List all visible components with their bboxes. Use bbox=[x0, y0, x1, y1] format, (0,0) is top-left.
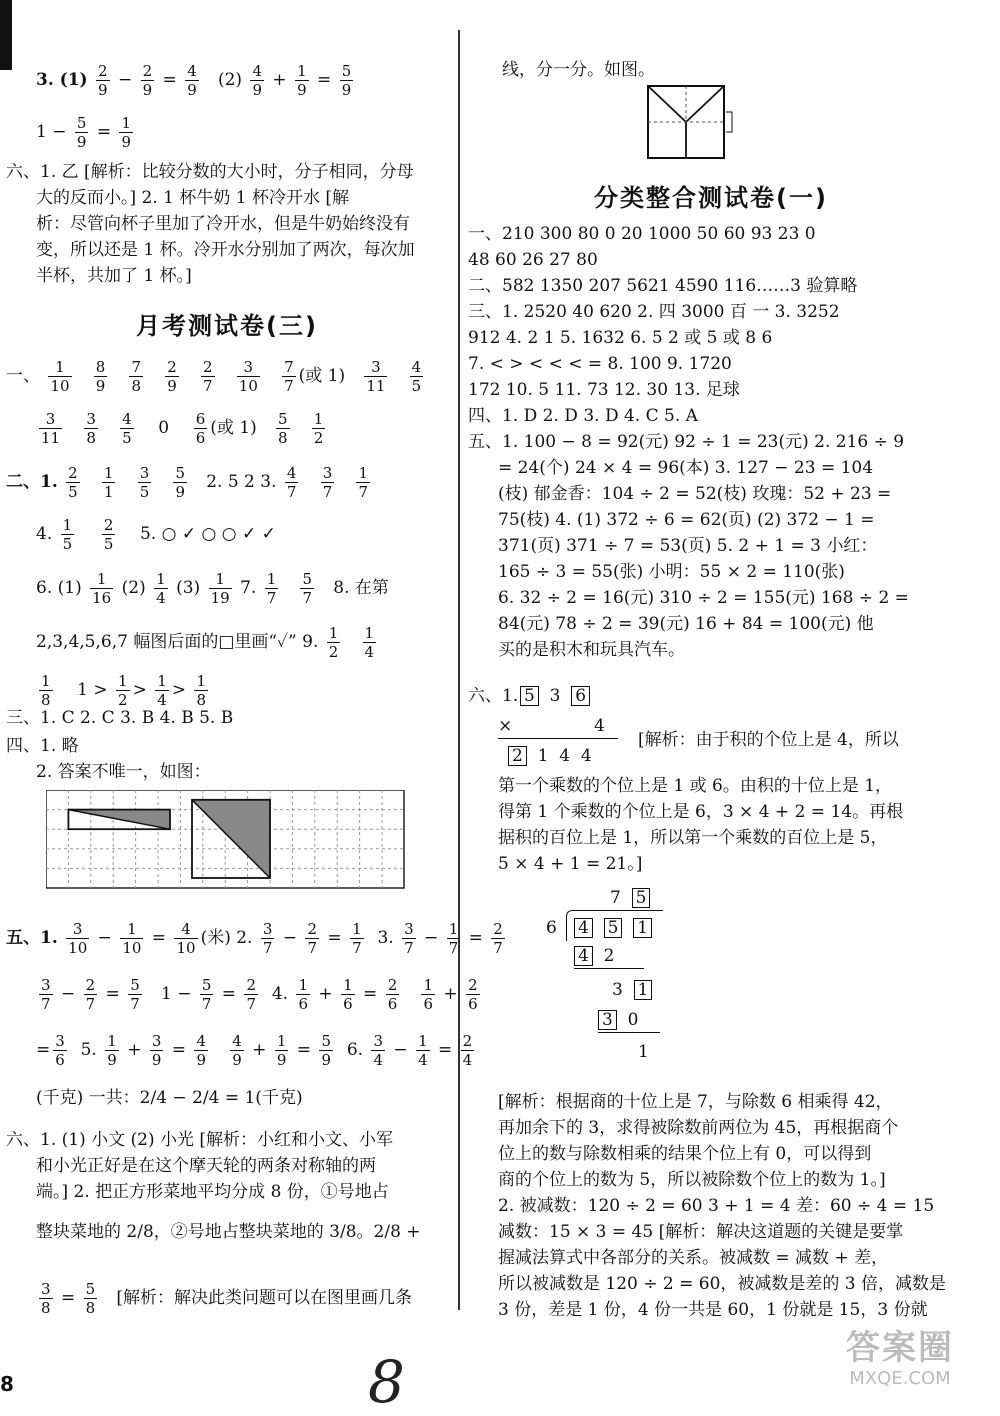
r-line-1: 48 60 26 27 80 bbox=[468, 250, 598, 270]
analysis-line-8: 3 份，差是 1 份，4 份一共是 60，1 份就是 15，3 份就 bbox=[498, 1300, 928, 1320]
r-line-15: 84(元) 78 ÷ 2 = 39(元) 16 + 84 = 100(元) 他 bbox=[498, 614, 874, 634]
digit: 2 bbox=[603, 946, 615, 966]
q6-last: $\frac{3}{8}$ = $\frac{5}{8}$ [解析：解决此类问题可以在图里画几条 bbox=[41, 1280, 413, 1317]
analysis-line-3: 商的个位上的数为 5，所以被除数个位上的数为 1。] bbox=[498, 1170, 886, 1190]
grid-figure bbox=[46, 790, 406, 890]
digit: 3 bbox=[598, 1010, 617, 1030]
digit: 4 bbox=[594, 716, 605, 736]
q5-line4: (千克) 一共：2/4 − 2/4 = 1(千克) bbox=[36, 1088, 303, 1108]
left-column bbox=[6, 0, 503, 1411]
label: 2,3,4,5,6,7 幅图后面的□里画“✓” 9. bbox=[36, 632, 319, 652]
analysis-line-7: 所以被减数是 120 ÷ 2 = 60，被减数是差的 3 倍，减数是 bbox=[498, 1274, 947, 1294]
label: 1 − bbox=[36, 122, 67, 142]
digit: 4 bbox=[559, 746, 571, 766]
digit: 3 bbox=[549, 686, 561, 706]
q2-row1: 二、1. $\frac{2}{5}$ $\frac{1}{1}$ $\frac{3}{5}$ $\frac{5}{9}$ 2. 5 2 3. $\frac{4}{7}$ $\frac{3}{7}$ $\frac{1}{7}$ bbox=[6, 464, 368, 501]
digit: 1 bbox=[537, 746, 549, 766]
six-line-0: 六、1. 乙 [解析：比较分数的大小时，分子相同，分母 bbox=[6, 162, 414, 182]
s3-line2: 1 − $\frac{5}{9}$ = $\frac{1}{9}$ bbox=[36, 114, 132, 151]
column-divider bbox=[458, 30, 460, 1310]
step3 bbox=[598, 1008, 660, 1033]
section-title-integration: 分类整合测试卷(一) bbox=[594, 184, 828, 212]
digit: 6 bbox=[571, 686, 590, 706]
digit: 0 bbox=[627, 1010, 639, 1030]
digit: 3 bbox=[612, 980, 623, 1000]
handwritten-mark: 8 bbox=[368, 1348, 405, 1416]
q4-2: 2. 答案不唯一，如图： bbox=[36, 762, 211, 782]
note: (或 1) bbox=[298, 366, 346, 386]
label: 一、 bbox=[6, 366, 40, 386]
q5-line3: = $\frac{3}{6}$ 5. $\frac{1}{9}$ + $\frac{3}{9}$ = $\frac{4}{9}$ $\frac{4}{9}$ + $\frac{1}{9}$ = $\frac{5}{9}$ 6. $\frac{3}{4}$ − $\frac{1}{4}$ = $\frac{2}{4}$ bbox=[36, 1032, 473, 1069]
label: 二、1. bbox=[6, 472, 58, 492]
watermark bbox=[812, 1328, 988, 1398]
dividend bbox=[574, 916, 652, 940]
label: 1 > bbox=[77, 680, 108, 700]
digit: 7 bbox=[610, 888, 621, 908]
r-line-10: (枝) 郁金香：104 ÷ 2 = 52(枝) 玫瑰：52 + 23 = bbox=[498, 484, 892, 504]
section-title-monthly: 月考测试卷(三) bbox=[136, 312, 318, 340]
q2-row4: 2,3,4,5,6,7 幅图后面的□里画“✓” 9. $\frac{1}{2}$ $\frac{1}{4}$ bbox=[36, 624, 375, 661]
note: (或 1) bbox=[210, 418, 257, 438]
s3-line1: 3. (1) $\frac{2}{9}$ − $\frac{2}{9}$ = $\frac{4}{9}$ (2) $\frac{4}{9}$ + $\frac{1}{9}$ = $\frac{5}{9}$ bbox=[36, 62, 352, 99]
r-line-11: 75(枝) 4. (1) 372 ÷ 6 = 62(页) (2) 372 − 1 = bbox=[498, 510, 875, 530]
label: 4. bbox=[36, 524, 53, 544]
r-line-6: 172 10. 5 11. 73 12. 30 13. 足球 bbox=[468, 380, 740, 400]
label: 6. bbox=[346, 1040, 364, 1060]
q6-line-3: 整块菜地的 2/8，②号地占整块菜地的 3/8。2/8 + bbox=[36, 1222, 421, 1242]
q6-line-2: 端。] 2. 把正方形菜地平均分成 8 份，①号地占 bbox=[36, 1182, 389, 1202]
analysis-line-0: [解析：根据商的十位上是 7，与除数 6 相乘得 42， bbox=[498, 1092, 893, 1112]
quotient bbox=[610, 886, 650, 910]
r-line-9: = 24(个) 24 × 4 = 96(本) 3. 127 − 23 = 104 bbox=[498, 458, 874, 478]
step1 bbox=[574, 944, 644, 969]
label: 6. (1) bbox=[36, 578, 82, 598]
fraction: $\frac{4}{9}$ bbox=[187, 62, 197, 99]
label: 7. bbox=[240, 578, 257, 598]
r-line-13: 165 ÷ 3 = 55(张) 小明：55 × 2 = 110(张) bbox=[498, 562, 845, 582]
square-fold-figure bbox=[646, 84, 736, 160]
digit: 1 bbox=[633, 918, 652, 938]
label: 4. bbox=[271, 984, 289, 1004]
fraction: $\frac{2}{9}$ bbox=[142, 62, 153, 99]
digit: 5 bbox=[604, 918, 623, 938]
digit: 4 bbox=[574, 918, 593, 938]
q3-row: 三、1. C 2. C 3. B 4. B 5. B bbox=[6, 708, 234, 728]
watermark-big: 答案圈 bbox=[846, 1328, 954, 1368]
corner-bar bbox=[0, 0, 12, 70]
label: 8. 在第 bbox=[333, 578, 389, 598]
q5-line2: $\frac{3}{7}$ − $\frac{2}{7}$ = $\frac{5}{7}$ 1 − $\frac{5}{7}$ = $\frac{2}{7}$ 4. $\frac{1}{6}$ + $\frac{1}{6}$ = $\frac{2}{6}$ $\frac{1}{6}$ + $\frac{2}{6}$ bbox=[41, 976, 478, 1013]
r-line-7: 四、1. D 2. D 3. D 4. C 5. A bbox=[468, 406, 698, 426]
six-line-2: 析：尽管向杯子里加了冷开水，但是牛奶始终没有 bbox=[36, 214, 410, 234]
digit: 5 bbox=[520, 686, 539, 706]
marks: 5. ○ ✓ ○ ○ ✓ ✓ bbox=[139, 524, 276, 544]
r-line-3: 三、1. 2520 40 620 2. 四 3000 百 一 3. 3252 bbox=[468, 302, 840, 322]
label: 2. 5 2 3. bbox=[206, 472, 277, 492]
fraction: $\frac{5}{9}$ bbox=[76, 114, 87, 151]
label: (3) bbox=[176, 578, 201, 598]
mult-top bbox=[520, 684, 590, 708]
six-note-1: [解析：由于积的个位上是 4，所以 bbox=[638, 730, 899, 750]
digit: 4 bbox=[574, 946, 593, 966]
q2-row2: 4. $\frac{1}{5}$ $\frac{2}{5}$ 5. ○ ✓ ○ ○ ✓ ✓ bbox=[36, 516, 276, 553]
r-line-4: 912 4. 2 1 5. 1632 6. 5 2 或 5 或 8 6 bbox=[468, 328, 773, 348]
r-line-8: 五、1. 100 − 8 = 92(元) 92 ÷ 1 = 23(元) 2. 216 ÷ 9 bbox=[468, 432, 905, 452]
page-number: 8 bbox=[0, 1372, 14, 1396]
six-line-1: 大的反而小。] 2. 1 杯牛奶 1 杯冷开水 [解 bbox=[36, 188, 350, 208]
long-division bbox=[538, 884, 678, 1070]
six-line-1: 得第 1 个乘数的个位上是 6，3 × 4 + 2 = 14。再根 bbox=[498, 802, 904, 822]
note: [解析：解决此类问题可以在图里画几条 bbox=[116, 1288, 413, 1308]
r-line-5: 7. < > < < < = 8. 100 9. 1720 bbox=[468, 354, 732, 374]
six-line-3: 变，所以还是 1 杯。冷开水分别加了两次，每次加 bbox=[36, 240, 415, 260]
analysis-line-1: 再加余下的 3，求得被除数前两位为 45，再根据商个 bbox=[498, 1118, 899, 1138]
unit: (米) 2. bbox=[200, 928, 253, 948]
label: 五、1. bbox=[6, 928, 58, 948]
mult-bottom bbox=[508, 744, 592, 768]
r-line-14: 6. 32 ÷ 2 = 16(元) 310 ÷ 2 = 155(元) 168 ÷ 2 = bbox=[498, 588, 909, 608]
analysis-line-5: 减数：15 × 3 = 45 [解析：解决这道题的关键是要掌 bbox=[498, 1222, 904, 1242]
digit: 2 bbox=[508, 746, 527, 766]
times: × bbox=[498, 716, 513, 736]
digit: 1 bbox=[634, 980, 653, 1000]
fraction: $\frac{1}{9}$ bbox=[297, 62, 307, 99]
r-line-16: 买的是积木和玩具汽车。 bbox=[498, 640, 685, 660]
six-line-3: 5 × 4 + 1 = 21。] bbox=[498, 854, 643, 874]
fraction: $\frac{5}{9}$ bbox=[341, 62, 352, 99]
label: 1 − bbox=[160, 984, 192, 1004]
label: 5. bbox=[80, 1040, 97, 1060]
q1-row2: $\frac{3}{11}$ $\frac{3}{8}$ $\frac{4}{5}$ 0 $\frac{6}{6}$ (或 1) $\frac{5}{8}$ $\frac{1}{2}$ bbox=[41, 410, 324, 447]
analysis-line-6: 握减法算式中各部分的关系。被减数 = 减数 + 差， bbox=[498, 1248, 889, 1268]
step2 bbox=[612, 978, 652, 1002]
six-line-4: 半杯，共加了 1 杯。] bbox=[36, 266, 192, 286]
fraction: $\frac{4}{9}$ bbox=[252, 62, 263, 99]
q1-row1: 一、 $\frac{1}{10}$ $\frac{8}{9}$ $\frac{7}{8}$ $\frac{2}{9}$ $\frac{2}{7}$ $\frac{3}{10}$ $\frac{7}{7}$ (或 1) $\frac{3}{11}$ $\frac{4}{5}$ bbox=[6, 358, 422, 395]
top-line: 线，分一分。如图。 bbox=[502, 60, 655, 80]
right-column bbox=[468, 0, 968, 1411]
analysis-line-2: 位上的数与除数相乘的结果个位上有 0，可以得到 bbox=[498, 1144, 872, 1164]
q4-label: 四、1. 略 bbox=[6, 736, 79, 756]
fraction: $\frac{1}{9}$ bbox=[121, 114, 132, 151]
r-line-0: 一、210 300 80 0 20 1000 50 60 93 23 0 bbox=[468, 224, 816, 244]
q6-line-1: 和小光正好是在这个摩天轮的两条对称轴的两 bbox=[36, 1156, 376, 1176]
q2-row3: 6. (1) $\frac{1}{16}$ (2) $\frac{1}{4}$ (3) $\frac{1}{19}$ 7. $\frac{1}{7}$ $\frac{5}{7}$ 8. 在第 bbox=[36, 570, 389, 607]
divisor: 6 bbox=[546, 918, 557, 938]
digit: 4 bbox=[580, 746, 592, 766]
watermark-small: MXQE.COM bbox=[849, 1368, 951, 1389]
six-line-2: 据积的百位上是 1，所以第一个乘数的百位上是 5， bbox=[498, 828, 888, 848]
r-line-2: 二、582 1350 207 5621 4590 116……3 验算略 bbox=[468, 276, 858, 296]
q2-row5: $\frac{1}{8}$ 1 > $\frac{1}{2}$ > $\frac{1}{4}$ > $\frac{1}{8}$ bbox=[41, 672, 206, 709]
q6-line-0: 六、1. (1) 小文 (2) 小光 [解析：小红和小文、小军 bbox=[6, 1130, 394, 1150]
fraction: $\frac{2}{9}$ bbox=[98, 62, 108, 99]
label: (2) bbox=[217, 70, 243, 90]
remainder: 1 bbox=[638, 1042, 649, 1062]
six-line-0: 第一个乘数的个位上是 1 或 6。由积的十位上是 1， bbox=[498, 776, 893, 796]
r-line-12: 371(页) 371 ÷ 7 = 53(页) 5. 2 + 1 = 3 小红： bbox=[498, 536, 878, 556]
label: 3. (1) bbox=[36, 70, 88, 90]
analysis-line-4: 2. 被减数：120 ÷ 2 = 60 3 + 1 = 4 差：60 ÷ 4 = 15 bbox=[498, 1196, 935, 1216]
label: (2) bbox=[121, 578, 146, 598]
q5-line1: 五、1. $\frac{3}{10}$ − $\frac{1}{10}$ = $\frac{4}{10}$ (米) 2. $\frac{3}{7}$ − $\frac{2}{7}$ = $\frac{1}{7}$ 3. $\frac{3}{7}$ − $\frac{1}{7}$ = $\frac{2}{7}$ bbox=[6, 920, 503, 957]
zero: 0 bbox=[158, 418, 170, 438]
label: 3. bbox=[377, 928, 394, 948]
mult-mid bbox=[498, 714, 618, 739]
digit: 5 bbox=[632, 888, 651, 908]
six-label: 六、1. bbox=[468, 686, 519, 706]
